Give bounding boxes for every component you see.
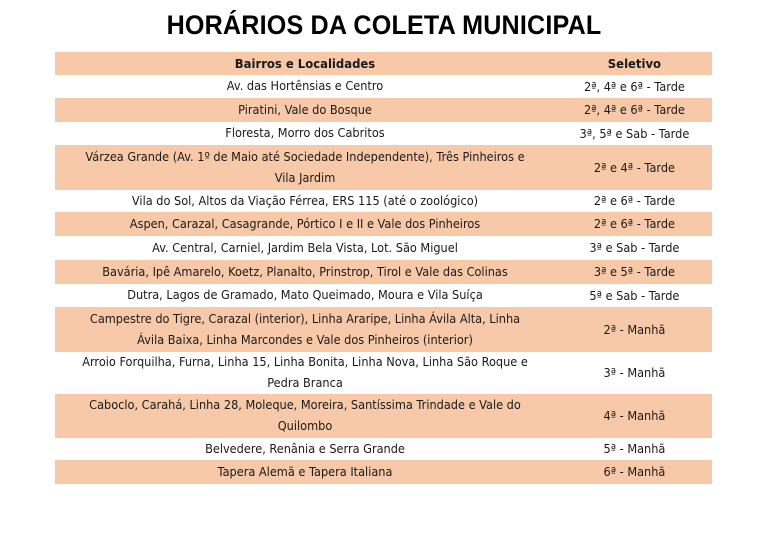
table-row — [55, 98, 712, 122]
cell-bairros: Campestre do Tigre, Carazal (interior), Linha Araripe, Linha Ávila Alta, Linha Ávila Baixa, Linha Marcondes e Vale dos Pinheiros (interior) — [89, 311, 521, 347]
cell-bairros: Belvedere, Renânia e Serra Grande — [205, 441, 405, 456]
cell-seletivo: 2ª e 4ª - Tarde — [593, 160, 676, 175]
cell-seletivo: 5ª - Manhã — [603, 442, 666, 456]
cell-bairros: Floresta, Morro dos Cabritos — [225, 126, 385, 140]
cell-bairros: Caboclo, Carahá, Linha 28, Moleque, Moreira, Santíssima Trindade e Vale do Quilombo — [89, 398, 521, 433]
cell-bairros: Dutra, Lagos de Gramado, Mato Queimado, Moura e Vila Suíça — [127, 288, 483, 302]
cell-bairros: Vila do Sol, Altos da Viação Férrea, ERS 115 (até o zoológico) — [131, 193, 479, 208]
cell-seletivo: 6ª - Manhã — [603, 465, 666, 479]
table-row — [55, 307, 712, 352]
schedule-table — [55, 52, 712, 484]
table-row — [55, 460, 712, 484]
cell-bairros: Av. Central, Carniel, Jardim Bela Vista, Lot. São Miguel — [152, 240, 458, 255]
cell-seletivo: 4ª - Manhã — [603, 409, 666, 423]
cell-seletivo: 2ª - Manhã — [603, 322, 666, 337]
table-row — [55, 122, 712, 145]
cell-seletivo: 3ª e 5ª - Tarde — [593, 265, 676, 279]
page-title: HORÁRIOS DA COLETA MUNICIPAL — [166, 10, 602, 40]
table-row — [55, 75, 712, 98]
cell-seletivo: 2ª, 4ª e 6ª - Tarde — [583, 103, 685, 117]
table-body — [55, 75, 712, 484]
cell-seletivo: 3ª, 5ª e Sab - Tarde — [579, 126, 690, 141]
header-bairros: Bairros e Localidades — [234, 56, 376, 71]
cell-bairros: Tapera Alemã e Tapera Italiana — [217, 464, 393, 479]
table-row — [55, 190, 712, 212]
cell-bairros: Piratini, Vale do Bosque — [238, 102, 372, 117]
table-row — [55, 145, 712, 190]
header-seletivo: Seletivo — [607, 56, 662, 71]
cell-seletivo: 3ª - Manhã — [603, 366, 666, 380]
cell-seletivo: 3ª e Sab - Tarde — [589, 241, 680, 255]
table-row — [55, 394, 712, 438]
cell-bairros: Bavária, Ipê Amarelo, Koetz, Planalto, Prinstrop, Tirol e Vale das Colinas — [102, 264, 508, 279]
table-header — [55, 52, 712, 75]
table-row — [55, 352, 712, 394]
cell-seletivo: 2ª e 6ª - Tarde — [593, 194, 676, 208]
table-row — [55, 284, 712, 307]
table-row — [55, 438, 712, 460]
cell-bairros: Aspen, Carazal, Casagrande, Pórtico I e II e Vale dos Pinheiros — [129, 216, 481, 231]
table-row — [55, 212, 712, 236]
cell-seletivo: 2ª e 6ª - Tarde — [593, 217, 676, 231]
cell-seletivo: 5ª e Sab - Tarde — [589, 288, 680, 303]
cell-bairros: Várzea Grande (Av. 1º de Maio até Sociedade Independente), Três Pinheiros e Vila Jardim — [85, 149, 525, 185]
cell-bairros: Av. das Hortênsias e Centro — [226, 79, 384, 93]
table-row — [55, 260, 712, 284]
cell-bairros: Arroio Forquilha, Furna, Linha 15, Linha Bonita, Linha Nova, Linha São Roque e Pedra Branca — [82, 355, 528, 390]
table-row — [55, 236, 712, 260]
cell-seletivo: 2ª, 4ª e 6ª - Tarde — [583, 79, 685, 94]
